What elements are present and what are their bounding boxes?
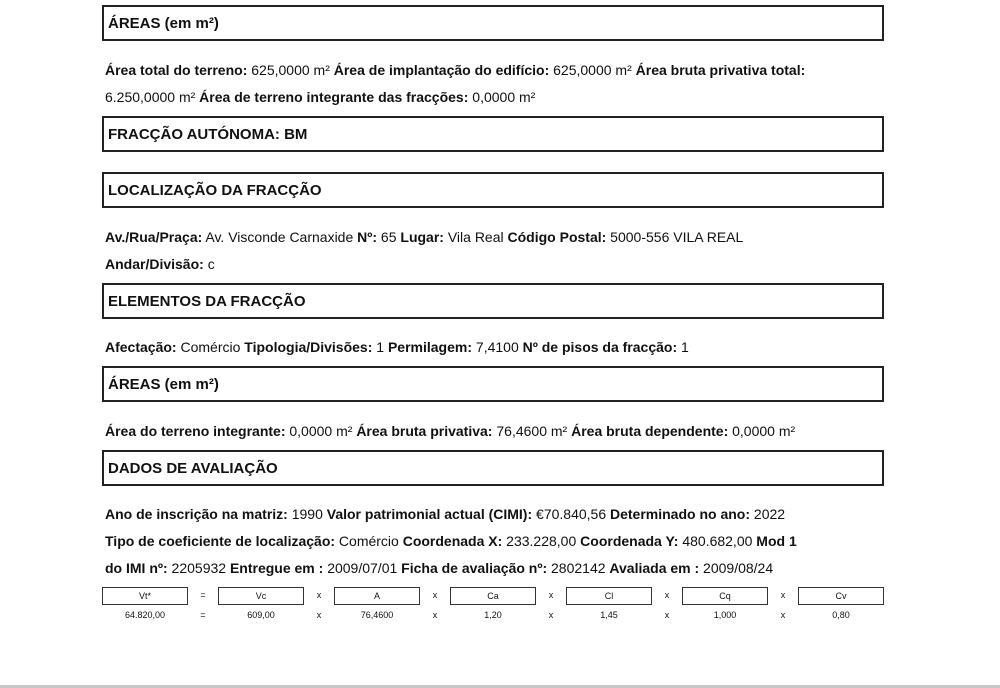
label-coordenada-x: Coordenada X: (402, 533, 503, 549)
label-ano-inscricao: Ano de inscrição na matriz: (105, 506, 288, 522)
label-andar-divisao: Andar/Divisão: (105, 256, 204, 272)
label-imi-numero: do IMI nº: (105, 560, 168, 576)
label-determinado-ano: Determinado no ano: (610, 506, 751, 522)
section-header-elementos: ELEMENTOS DA FRACÇÃO (102, 283, 884, 319)
section-header-areas-fraccao: ÁREAS (em m²) (102, 366, 884, 402)
label-numero: Nº: (357, 229, 378, 245)
value-avaliada-em: 2009/08/24 (699, 560, 774, 576)
value-imi-numero: 2205932 (167, 560, 230, 576)
formula-box-ca: Ca (450, 587, 536, 605)
value-tipologia: 1 (372, 339, 388, 355)
formula-box-a: A (334, 587, 420, 605)
value-lugar: Vila Real (443, 229, 508, 245)
label-permilagem: Permilagem: (387, 339, 473, 355)
formula-op-times-5: x (780, 590, 786, 600)
formula-op-times-3: x (548, 590, 554, 600)
formula-box-cq: Cq (682, 587, 768, 605)
label-codigo-postal: Código Postal: (507, 229, 607, 245)
value-area-implantacao: 625,0000 m² (549, 62, 636, 78)
formula-op-times-4: x (664, 590, 670, 600)
value-tipo-coeficiente: Comércio (335, 533, 403, 549)
formula-op-equals-values: = (200, 610, 206, 620)
localizacao-line-2 (105, 256, 215, 272)
value-coordenada-x: 233.228,00 (502, 533, 581, 549)
formula-op-times-values-4: x (664, 610, 670, 620)
label-mod1: Mod 1 (756, 533, 797, 549)
formula-box-cv: Cv (798, 587, 884, 605)
label-area-implantacao: Área de implantação do edifício: (333, 62, 550, 78)
label-pisos: Nº de pisos da fracção: (522, 339, 678, 355)
formula-value-vc: 609,00 (247, 610, 275, 620)
formula-op-times-values-5: x (780, 610, 786, 620)
section-header-localizacao: LOCALIZAÇÃO DA FRACÇÃO (102, 172, 884, 208)
formula-op-times-values-2: x (432, 610, 438, 620)
formula-box-cl: Cl (566, 587, 652, 605)
value-entregue-em: 2009/07/01 (323, 560, 402, 576)
label-rua: Av./Rua/Praça: (105, 229, 203, 245)
label-avaliada-em: Avaliada em : (609, 560, 700, 576)
areas-terreno-line-1 (105, 62, 805, 78)
formula-value-ca: 1,20 (484, 610, 502, 620)
section-header-fraccao: FRACÇÃO AUTÓNOMA: BM (102, 116, 884, 152)
formula-box-vt: Vt* (102, 587, 188, 605)
label-valor-patrimonial: Valor patrimonial actual (CIMI): (326, 506, 533, 522)
value-valor-patrimonial: €70.840,56 (532, 506, 610, 522)
value-rua: Av. Visconde Carnaxide (202, 229, 358, 245)
label-afectacao: Afectação: (105, 339, 177, 355)
value-numero: 65 (377, 229, 401, 245)
value-coordenada-y: 480.682,00 (678, 533, 757, 549)
value-area-bruta-privativa-total: 6.250,0000 m² (105, 89, 200, 105)
elementos-line-1 (105, 339, 689, 355)
formula-box-vc: Vc (218, 587, 304, 605)
formula-value-cl: 1,45 (600, 610, 618, 620)
value-area-bruta-dependente: 0,0000 m² (728, 423, 796, 439)
value-andar-divisao: c (203, 256, 215, 272)
label-lugar: Lugar: (400, 229, 444, 245)
label-coordenada-y: Coordenada Y: (580, 533, 679, 549)
value-pisos: 1 (677, 339, 689, 355)
value-ano-inscricao: 1990 (287, 506, 327, 522)
formula-value-a: 76,4600 (360, 610, 394, 620)
label-area-terreno-integrante: Área do terreno integrante: (105, 423, 286, 439)
label-tipo-coeficiente: Tipo de coeficiente de localização: (105, 533, 336, 549)
label-area-terreno-integrante-fraccoes: Área de terreno integrante das fracções: (199, 89, 469, 105)
label-area-total-terreno: Área total do terreno: (105, 62, 248, 78)
formula-op-times-values-1: x (316, 610, 322, 620)
value-area-terreno-integrante: 0,0000 m² (285, 423, 357, 439)
avaliacao-line-2 (105, 533, 797, 549)
label-ficha-avaliacao: Ficha de avaliação nº: (401, 560, 548, 576)
formula-value-cq: 1,000 (713, 610, 737, 620)
avaliacao-line-1 (105, 506, 785, 522)
formula-op-equals: = (200, 590, 206, 600)
value-ficha-avaliacao: 2802142 (547, 560, 610, 576)
value-determinado-ano: 2022 (750, 506, 786, 522)
section-header-areas-terreno: ÁREAS (em m²) (102, 5, 884, 41)
section-header-avaliacao: DADOS DE AVALIAÇÃO (102, 450, 884, 486)
formula-value-vt: 64.820,00 (124, 610, 166, 620)
avaliacao-line-3 (105, 560, 773, 576)
label-tipologia: Tipologia/Divisões: (244, 339, 373, 355)
value-permilagem: 7,4100 (472, 339, 523, 355)
label-area-bruta-dependente: Área bruta dependente: (571, 423, 729, 439)
localizacao-line-1 (105, 229, 743, 245)
areas-fraccao-line-1 (105, 423, 795, 439)
label-area-bruta-privativa: Área bruta privativa: (356, 423, 493, 439)
formula-op-times-2: x (432, 590, 438, 600)
value-area-bruta-privativa: 76,4600 m² (492, 423, 572, 439)
areas-terreno-line-2 (105, 89, 535, 105)
value-afectacao: Comércio (176, 339, 245, 355)
label-area-bruta-privativa-total: Área bruta privativa total: (635, 62, 806, 78)
formula-value-cv: 0,80 (832, 610, 850, 620)
value-area-total-terreno: 625,0000 m² (247, 62, 334, 78)
label-entregue-em: Entregue em : (229, 560, 324, 576)
formula-op-times-1: x (316, 590, 322, 600)
formula-op-times-values-3: x (548, 610, 554, 620)
value-area-terreno-integrante-fraccoes: 0,0000 m² (468, 89, 536, 105)
value-codigo-postal: 5000-556 VILA REAL (606, 229, 744, 245)
